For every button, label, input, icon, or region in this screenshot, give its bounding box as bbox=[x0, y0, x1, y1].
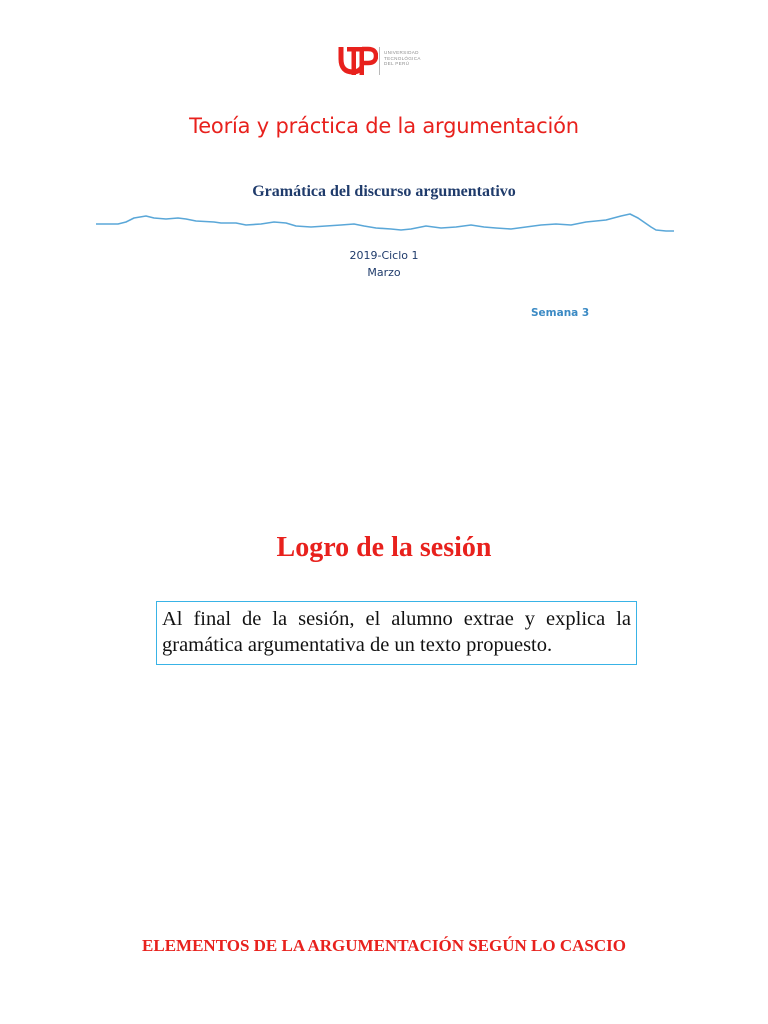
section-heading: ELEMENTOS DE LA ARGUMENTACIÓN SEGÚN LO CASCIO bbox=[142, 936, 626, 955]
university-logo bbox=[338, 44, 438, 78]
decorative-wave-line bbox=[96, 206, 674, 240]
document-title: Teoría y práctica de la argumentación bbox=[189, 114, 579, 138]
document-subtitle: Gramática del discurso argumentativo bbox=[252, 183, 516, 200]
month-label: Marzo bbox=[367, 266, 401, 279]
logo-wordmark bbox=[384, 50, 444, 67]
logo-divider bbox=[379, 47, 380, 75]
objective-box bbox=[156, 601, 637, 665]
utp-logo-icon bbox=[338, 44, 378, 78]
academic-period: 2019-Ciclo 1 bbox=[349, 249, 419, 262]
objective-text: Al final de la sesión, el alumno extrae y explica la gramática argumentativa de un texto propuesto. bbox=[162, 608, 631, 656]
session-heading: Logro de la sesión bbox=[276, 532, 492, 563]
logo-text-line: DEL PERÚ bbox=[384, 61, 410, 67]
logo-text-line: TECNOLÓGICA bbox=[384, 55, 421, 61]
week-label: Semana 3 bbox=[531, 307, 590, 319]
logo-text-line: UNIVERSIDAD bbox=[384, 50, 419, 55]
